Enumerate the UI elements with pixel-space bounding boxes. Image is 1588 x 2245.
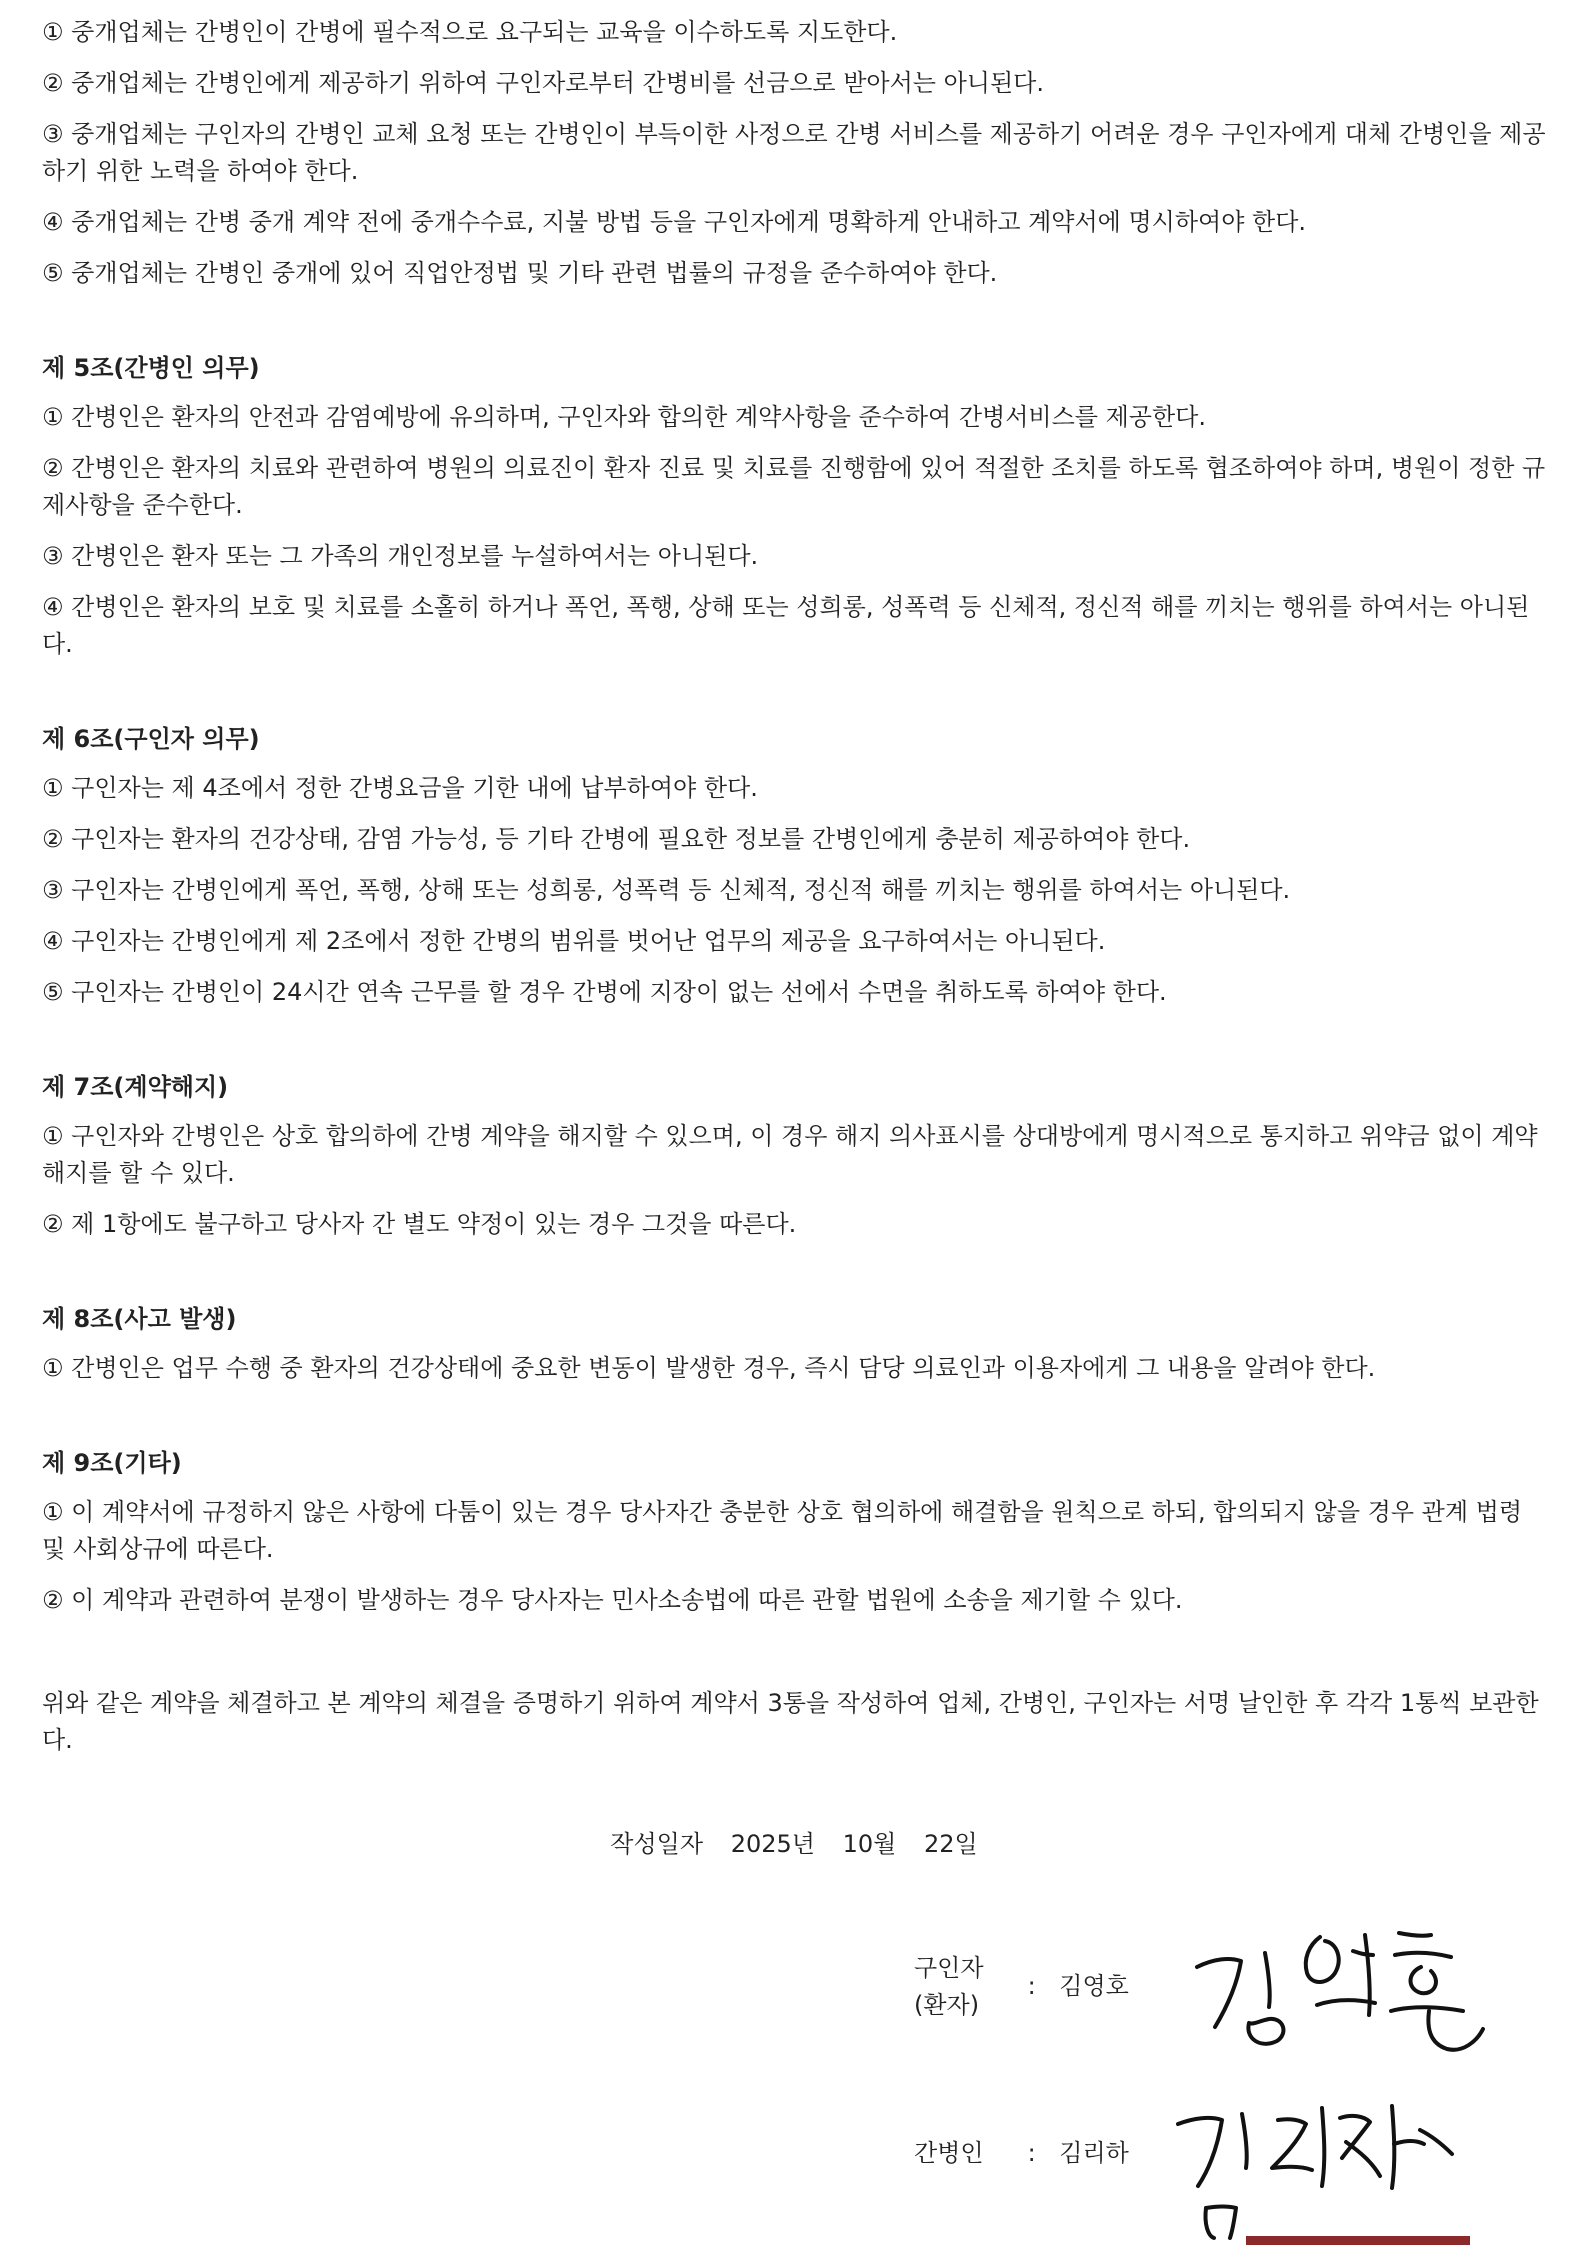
article-6-item-5: ⑤ 구인자는 간병인이 24시간 연속 근무를 할 경우 간병에 지장이 없는 선에서 수면을 취하도록 하여야 한다. <box>42 978 1167 1006</box>
client-colon: : <box>1027 1972 1036 2000</box>
intro-item-4: ④ 중개업체는 간병 중개 계약 전에 중개수수료, 지불 방법 등을 구인자에게 명확하게 안내하고 계약서에 명시하여야 한다. <box>42 208 1307 236</box>
article-6-item-4: ④ 구인자는 간병인에게 제 2조에서 정한 간병의 범위를 벗어난 업무의 제공을 요구하여서는 아니된다. <box>42 927 1106 955</box>
client-label-line2: (환자) <box>914 1991 980 2019</box>
article-8-title: 제 8조(사고 발생) <box>42 1305 237 1333</box>
article-7 <box>42 1069 1550 1243</box>
article-6-item-3: ③ 구인자는 간병인에게 폭언, 폭행, 상해 또는 성희롱, 성폭력 등 신체적, 정신적 해를 끼치는 행위를 하여서는 아니된다. <box>42 876 1291 904</box>
stamp-bar <box>1246 2236 1470 2245</box>
article-5-item-3: ③ 간병인은 환자 또는 그 가족의 개인정보를 누설하여서는 아니된다. <box>42 542 759 570</box>
article-6 <box>42 721 1550 1011</box>
article-8 <box>42 1301 1550 1387</box>
article-6-title: 제 6조(구인자 의무) <box>42 725 260 753</box>
article-9-item-1: ① 이 계약서에 규정하지 않은 사항에 다툼이 있는 경우 당사자간 충분한 상호 협의하에 해결함을 원칙으로 하되, 합의되지 않을 경우 관계 법령 및 사회상규에 따른다. <box>42 1498 1523 1563</box>
article-5-item-4: ④ 간병인은 환자의 보호 및 치료를 소홀히 하거나 폭언, 폭행, 상해 또는 성희롱, 성폭력 등 신체적, 정신적 해를 끼치는 행위를 하여서는 아니된다. <box>42 593 1530 658</box>
caregiver-handwritten-signature <box>1170 2090 1490 2240</box>
article-5 <box>42 350 1550 663</box>
client-signature-row <box>914 1950 1129 2024</box>
client-name: 김영호 <box>1059 1972 1129 2000</box>
caregiver-colon: : <box>1027 2139 1036 2167</box>
contract-document <box>42 0 1550 1783</box>
closing-statement: 위와 같은 계약을 체결하고 본 계약의 체결을 증명하기 위하여 계약서 3통을 작성하여 업체, 간병인, 구인자는 서명 날인한 후 각각 1통씩 보관한다. <box>42 1689 1539 1754</box>
article-9 <box>42 1445 1550 1619</box>
article-7-item-1: ① 구인자와 간병인은 상호 합의하에 간병 계약을 해지할 수 있으며, 이 경우 해지 의사표시를 상대방에게 명시적으로 통지하고 위약금 없이 계약해지를 할 수 있다. <box>42 1122 1538 1187</box>
article-7-title: 제 7조(계약해지) <box>42 1073 229 1101</box>
article-9-title: 제 9조(기타) <box>42 1449 182 1477</box>
intro-item-1: ① 중개업체는 간병인이 간병에 필수적으로 요구되는 교육을 이수하도록 지도한다. <box>42 18 898 46</box>
article-6-item-2: ② 구인자는 환자의 건강상태, 감염 가능성, 등 기타 간병에 필요한 정보를 간병인에게 충분히 제공하여야 한다. <box>42 825 1191 853</box>
client-label-line1: 구인자 <box>914 1954 984 1982</box>
client-handwritten-signature <box>1185 1915 1505 2065</box>
article-5-item-2: ② 간병인은 환자의 치료와 관련하여 병원의 의료진이 환자 진료 및 치료를 진행함에 있어 적절한 조치를 하도록 협조하여야 하며, 병원이 정한 규제사항을 준수한다. <box>42 454 1546 519</box>
intro-clauses <box>42 0 1550 292</box>
date-year: 2025년 <box>730 1830 815 1858</box>
intro-item-3: ③ 중개업체는 구인자의 간병인 교체 요청 또는 간병인이 부득이한 사정으로 간병 서비스를 제공하기 어려운 경우 구인자에게 대체 간병인을 제공하기 위한 노력을 하여야 한다. <box>42 120 1546 185</box>
article-5-title: 제 5조(간병인 의무) <box>42 354 260 382</box>
article-5-item-1: ① 간병인은 환자의 안전과 감염예방에 유의하며, 구인자와 합의한 계약사항을 준수하여 간병서비스를 제공한다. <box>42 403 1206 431</box>
caregiver-signature-row <box>914 2135 1129 2172</box>
caregiver-label: 간병인 <box>914 2139 984 2167</box>
intro-item-5: ⑤ 중개업체는 간병인 중개에 있어 직업안정법 및 기타 관련 법률의 규정을 준수하여야 한다. <box>42 259 998 287</box>
client-label <box>914 1950 1004 2024</box>
article-8-item-1: ① 간병인은 업무 수행 중 환자의 건강상태에 중요한 변동이 발생한 경우, 즉시 담당 의료인과 이용자에게 그 내용을 알려야 한다. <box>42 1354 1376 1382</box>
intro-item-2: ② 중개업체는 간병인에게 제공하기 위하여 구인자로부터 간병비를 선금으로 받아서는 아니된다. <box>42 69 1044 97</box>
date-month: 10월 <box>842 1830 897 1858</box>
caregiver-name: 김리하 <box>1059 2139 1129 2167</box>
article-6-item-1: ① 구인자는 제 4조에서 정한 간병요금을 기한 내에 납부하여야 한다. <box>42 774 758 802</box>
date-line <box>0 1826 1588 1863</box>
article-7-item-2: ② 제 1항에도 불구하고 당사자 간 별도 약정이 있는 경우 그것을 따른다. <box>42 1210 797 1238</box>
date-label: 작성일자 <box>610 1830 704 1858</box>
date-day: 22일 <box>923 1830 978 1858</box>
article-9-item-2: ② 이 계약과 관련하여 분쟁이 발생하는 경우 당사자는 민사소송법에 따른 관할 법원에 소송을 제기할 수 있다. <box>42 1586 1183 1614</box>
